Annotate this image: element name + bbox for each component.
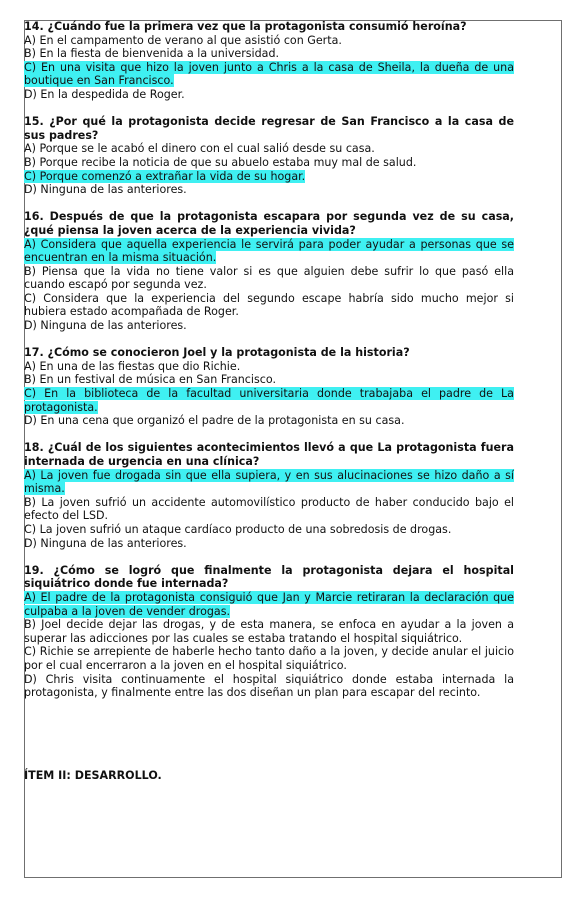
- question-15: [24, 115, 514, 197]
- option-c: C) La joven sufrió un ataque cardíaco producto de una sobredosis de drogas.: [24, 522, 452, 536]
- option-b: B) Joel decide dejar las drogas, y de esta manera, se enfoca en ayudar a la joven a superar las adicciones por las cuales se estaba tratando el hospital siquiátrico.: [24, 618, 514, 645]
- option-a-highlighted: A) Considera que aquella experiencia le servirá para poder ayudar a personas que se encuentran en la misma situación.: [24, 237, 514, 265]
- question-title: 15. ¿Por qué la protagonista decide regresar de San Francisco a la casa de sus padres?: [24, 115, 514, 142]
- question-title: 19. ¿Cómo se logró que finalmente la protagonista dejara el hospital siquiátrico donde fue internada?: [24, 563, 514, 591]
- option-a: A) En una de las fiestas que dio Richie.: [24, 359, 241, 373]
- option-b: B) En un festival de música en San Francisco.: [24, 373, 276, 387]
- question-14: [24, 20, 514, 102]
- option-c: C) Considera que la experiencia del segundo escape habría sido mucho mejor si hubiera estado acompañada de Roger.: [24, 291, 514, 319]
- option-b: B) La joven sufrió un accidente automovilístico producto de haber conducido bajo el efecto del LSD.: [24, 495, 514, 523]
- question-title: 14. ¿Cuándo fue la primera vez que la protagonista consumió heroína?: [24, 20, 467, 33]
- option-c: C) Richie se arrepiente de haberle hecho tanto daño a la joven, y decide anular el juicio por el cual encerraron a la joven en el hospital siquiátrico.: [24, 645, 514, 672]
- question-title: 18. ¿Cuál de los siguientes acontecimientos llevó a que La protagonista fuera internada de urgencia en una clínica?: [24, 441, 514, 468]
- question-16: [24, 210, 514, 332]
- option-d: D) Ninguna de las anteriores.: [24, 319, 187, 333]
- questions-list: [24, 20, 514, 713]
- option-c-highlighted: C) En una visita que hizo la joven junto a Chris a la casa de Sheila, la dueña de una boutique en San Francisco.: [24, 60, 514, 88]
- option-d: D) En una cena que organizó el padre de la protagonista en su casa.: [24, 414, 405, 428]
- question-19: [24, 564, 514, 700]
- question-18: [24, 441, 514, 550]
- option-b: B) En la fiesta de bienvenida a la universidad.: [24, 47, 280, 61]
- section-heading: ÍTEM II: DESARROLLO.: [24, 769, 162, 782]
- option-b: B) Piensa que la vida no tiene valor si es que alguien debe sufrir lo que pasó ella cuando escapó por segunda vez.: [24, 264, 514, 292]
- option-d: D) Chris visita continuamente el hospital siquiátrico donde estaba internada la protagonista, y finalmente entre las dos diseñan un plan para escapar del recinto.: [24, 672, 514, 700]
- option-b: B) Porque recibe la noticia de que su abuelo estaba muy mal de salud.: [24, 155, 417, 169]
- question-17: [24, 346, 514, 428]
- option-c-highlighted: C) Porque comenzó a extrañar la vida de su hogar.: [24, 169, 306, 183]
- option-d: D) Ninguna de las anteriores.: [24, 183, 187, 197]
- option-c-highlighted: C) En la biblioteca de la facultad universitaria donde trabajaba el padre de La protagonista.: [24, 387, 514, 414]
- option-d: D) En la despedida de Roger.: [24, 87, 185, 101]
- option-a-highlighted: A) La joven fue drogada sin que ella supiera, y en sus alucinaciones se hizo daño a sí misma.: [24, 468, 514, 496]
- option-a: A) Porque se le acabó el dinero con el cual salió desde su casa.: [24, 142, 375, 156]
- option-d: D) Ninguna de las anteriores.: [24, 536, 187, 550]
- question-title: 17. ¿Cómo se conocieron Joel y la protagonista de la historia?: [24, 346, 410, 360]
- option-a-highlighted: A) El padre de la protagonista consiguió que Jan y Marcie retiraran la declaración que culpaba a la joven de vender drogas.: [24, 590, 514, 618]
- option-a: A) En el campamento de verano al que asistió con Gerta.: [24, 33, 342, 47]
- question-title: 16. Después de que la protagonista escapara por segunda vez de su casa, ¿qué piensa la joven acerca de la experiencia vivida?: [24, 210, 514, 237]
